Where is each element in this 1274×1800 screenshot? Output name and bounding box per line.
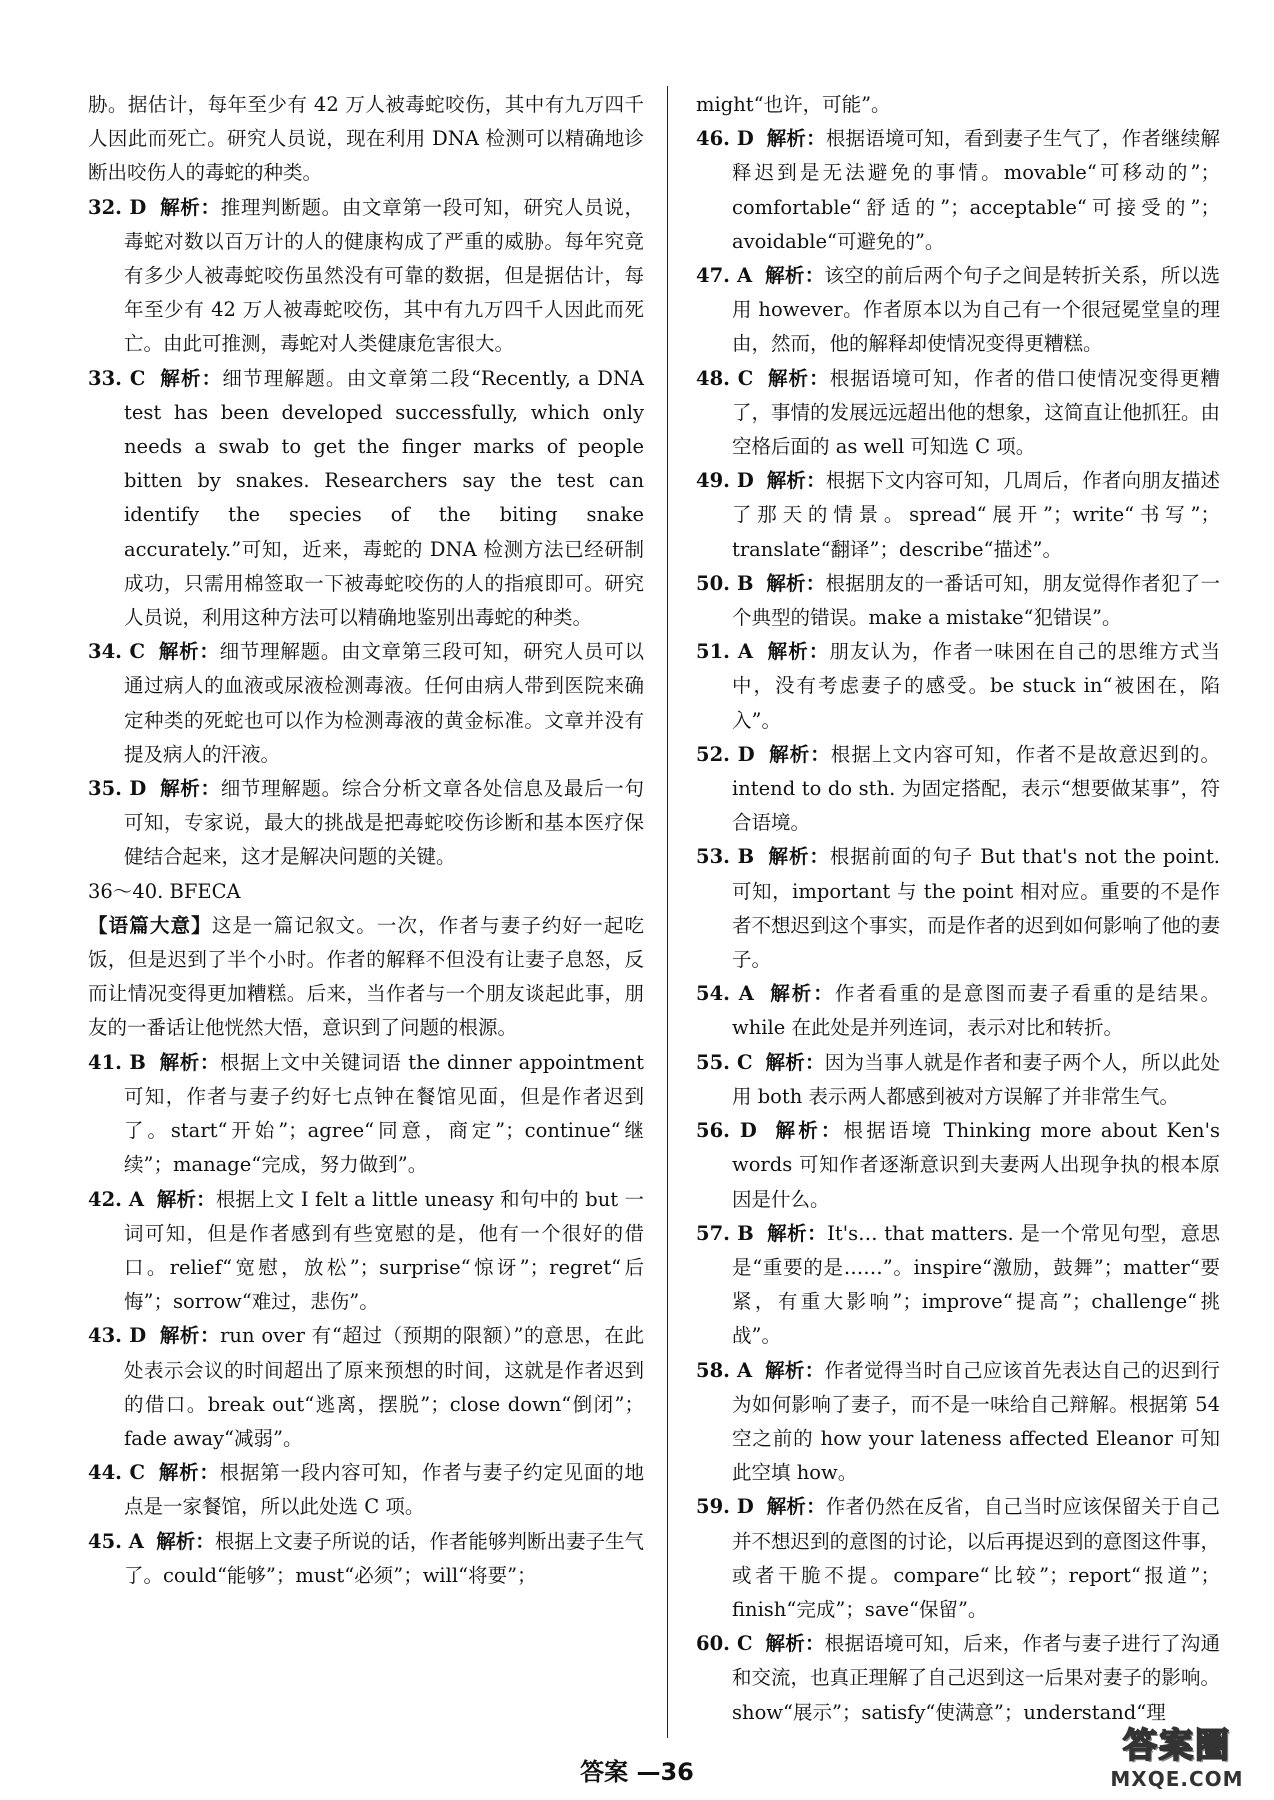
watermark-logo <box>1092 1712 1262 1796</box>
analysis-label: 解析： <box>766 1495 826 1519</box>
answer-item <box>696 1046 1220 1114</box>
question-number: 50. B <box>696 571 754 595</box>
analysis-text: 根据语境可知，后来，作者与妻子进行了沟通和交流，也真正理解了自己迟到这一后果对妻子的影响。show“展示”；satisfy“使满意”；understand“理 <box>732 1632 1220 1724</box>
analysis-text: 根据语境可知，作者的借口使情况变得更糟了，事情的发展远远超出他的想象，这简直让他抓狂。由空格后面的 as well 可知选 C 项。 <box>732 366 1220 459</box>
analysis-text: 根据上文中关键词语 the dinner appointment 可知，作者与妻子约好七点钟在餐馆见面，但是作者迟到了。start“开始”；agree“同意，商定”；continue“继续”；manage“完成，努力做到”。 <box>124 1050 644 1177</box>
answer-item <box>88 1046 644 1183</box>
paragraph-text: 36～40. BFECA <box>88 879 241 903</box>
analysis-label: 解析： <box>765 1050 825 1074</box>
analysis-text: 细节理解题。由文章第三段可知，研究人员可以通过病人的血液或尿液检测毒液。任何由病人带到医院来确定种类的死蛇也可以作为检测毒液的黄金标准。文章并没有提及病人的汗液。 <box>124 640 644 766</box>
analysis-text: 根据朋友的一番话可知，朋友觉得作者犯了一个典型的错误。make a mistake“犯错误”。 <box>732 571 1220 630</box>
question-number: 35. D <box>88 777 147 801</box>
analysis-text: 根据上文妻子所说的话，作者能够判断出妻子生气了。could“能够”；must“必须”；will“将要”； <box>124 1529 644 1587</box>
answer-item <box>696 1354 1220 1491</box>
answer-item <box>696 567 1220 635</box>
answer-item <box>696 362 1220 465</box>
analysis-text: 细节理解题。综合分析文章各处信息及最后一句可知，专家说，最大的挑战是把毒蛇咬伤诊断和基本医疗保健结合起来，这才是解决问题的关键。 <box>124 777 644 869</box>
analysis-label: 解析： <box>765 264 825 288</box>
analysis-label: 解析： <box>767 366 830 390</box>
analysis-label: 解析： <box>156 1187 216 1211</box>
question-number: 32. D <box>88 195 147 219</box>
answer-item <box>696 464 1220 567</box>
analysis-label: 解析： <box>767 1221 828 1245</box>
question-number: 53. B <box>696 845 755 869</box>
answer-item <box>696 259 1220 362</box>
analysis-text: 根据上文内容可知，作者不是故意迟到的。intend to do sth. 为固定搭配，表示“想要做某事”，符合语境。 <box>732 742 1220 835</box>
analysis-text: It's… that matters. 是一个常见句型，意思是“重要的是……”。inspire“激励，鼓舞”；matter“要紧，有重大影响”；improve“提高”；challenge“挑战”。 <box>732 1221 1220 1348</box>
question-number: 56. D <box>696 1119 757 1143</box>
analysis-label: 解析： <box>158 1461 220 1485</box>
analysis-text: 因为当事人就是作者和妻子两个人，所以此处用 both 表示两人都感到被对方误解了并非常生气。 <box>732 1050 1220 1108</box>
answer-item <box>696 122 1220 259</box>
paragraph-text: 这是一篇记叙文。一次，作者与妻子约好一起吃饭，但是迟到了半个小时。作者的解释不但没有让妻子息怒，反而让情况变得更加糟糕。后来，当作者与一个朋友谈起此事，朋友的一番话让他恍然大悟，意识到了问题的根源。 <box>88 913 644 1040</box>
analysis-label: 解析： <box>159 1050 221 1074</box>
analysis-label: 解析： <box>765 1358 825 1382</box>
analysis-text: 根据上文 I felt a little uneasy 和句中的 but 一词可知，但是作者感到有些宽慰的是，他有一个很好的借口。relief“宽慰，放松”；surprise“惊讶”；regret“后悔”；sorrow“难过，悲伤”。 <box>124 1187 644 1314</box>
watermark-logo-url: MXQE.COM <box>1110 1766 1244 1791</box>
answer-item <box>88 1456 644 1524</box>
answer-item <box>696 1490 1220 1627</box>
question-number: 33. C <box>88 366 146 390</box>
answer-item <box>88 1319 644 1456</box>
answer-item <box>88 362 644 636</box>
analysis-text: 根据第一段内容可知，作者与妻子约定见面的地点是一家餐馆，所以此处选 C 项。 <box>124 1461 644 1519</box>
paragraph <box>696 88 1220 122</box>
page-number: 答案 —36 <box>580 1758 694 1786</box>
analysis-text: 推理判断题。由文章第一段可知，研究人员说，毒蛇对数以百万计的人的健康构成了严重的威胁。每年究竟有多少人被毒蛇咬伤虽然没有可靠的数据，但是据估计，每年至少有 42 万人被毒蛇咬伤，其中有九万四千人因此而死亡。由此可推测，毒蛇对人类健康危害很大。 <box>124 195 644 356</box>
analysis-label: 解析： <box>158 640 220 664</box>
paragraph <box>88 909 644 1046</box>
analysis-text: 作者觉得当时自己应该首先表达自己的迟到行为如何影响了妻子，而不是一味给自己辩解。根据第 54 空之前的 how your lateness affected Eleanor 可知此空填 how。 <box>732 1358 1220 1485</box>
analysis-label: 解析： <box>160 777 221 801</box>
answer-item <box>88 772 644 875</box>
analysis-text: 细节理解题。由文章第二段“Recently, a DNA test has been developed successfully, which only needs a swab to get the finger marks of people bitten by snakes. Researchers say the test can identify the species of the biting snake accurately.”可知，近来，毒蛇的 DNA 检测方法已经研制成功，只需用棉签取一下被毒蛇咬伤的人的指痕即可。研究人员说，利用这种方法可以精确地鉴别出毒蛇的种类。 <box>124 366 644 630</box>
analysis-label: 解析： <box>768 845 830 869</box>
question-number: 41. B <box>88 1050 146 1074</box>
question-number: 58. A <box>696 1358 753 1382</box>
answer-item <box>696 1217 1220 1354</box>
question-number: 59. D <box>696 1495 754 1519</box>
analysis-label: 解析： <box>156 1529 215 1553</box>
question-number: 47. A <box>696 264 753 288</box>
watermark-logo-text: 答案圈 <box>1123 1725 1231 1766</box>
answer-item <box>696 738 1220 841</box>
question-number: 45. A <box>88 1529 144 1553</box>
answer-item <box>696 840 1220 977</box>
analysis-label: 解析： <box>767 640 830 664</box>
analysis-label: 解析： <box>766 571 826 595</box>
analysis-label: 解析： <box>766 469 826 493</box>
answer-item <box>88 1183 644 1320</box>
paragraph-text: might“也许，可能”。 <box>696 93 891 116</box>
analysis-label: 解析： <box>769 742 831 766</box>
question-number: 49. D <box>696 469 754 493</box>
analysis-label: 解析： <box>160 366 223 390</box>
question-number: 46. D <box>696 127 754 151</box>
analysis-label: 解析： <box>766 127 826 151</box>
analysis-label: 解析： <box>159 1324 221 1348</box>
answer-item <box>696 977 1220 1045</box>
analysis-text: 根据前面的句子 But that's not the point. 可知，important 与 the point 相对应。重要的不是作者不想迟到这个事实，而是作者的迟到如何影响了他的妻子。 <box>732 845 1220 972</box>
question-number: 34. C <box>88 640 145 664</box>
analysis-text: 作者仍然在反省，自己当时应该保留关于自己并不想迟到的意图的讨论，以后再提迟到的意图这件事，或者干脆不提。compare“比较”；report“报道”；finish“完成”；save“保留”。 <box>732 1495 1220 1621</box>
right-column <box>696 88 1220 1730</box>
analysis-text: 该空的前后两个句子之间是转折关系，所以选用 however。作者原本以为自己有一个很冠冕堂皇的理由，然而，他的解释却使情况变得更糟糕。 <box>732 264 1220 356</box>
question-number: 57. B <box>696 1221 754 1245</box>
question-number: 43. D <box>88 1324 147 1348</box>
analysis-text: 作者看重的是意图而妻子看重的是结果。while 在此处是并列连词，表示对比和转折。 <box>732 982 1220 1040</box>
section-label: 【语篇大意】 <box>88 913 212 937</box>
analysis-text: 朋友认为，作者一味困在自己的思维方式当中，没有考虑妻子的感受。be stuck in“被困在，陷入”。 <box>732 640 1220 732</box>
left-column <box>88 88 644 1593</box>
answer-item <box>88 635 644 772</box>
paragraph-text: 胁。据估计，每年至少有 42 万人被毒蛇咬伤，其中有九万四千人因此而死亡。研究人员说，现在利用 DNA 检测可以精确地诊断出咬伤人的毒蛇的种类。 <box>88 93 644 185</box>
analysis-label: 解析： <box>770 982 835 1006</box>
analysis-label: 解析： <box>160 195 221 219</box>
question-number: 60. C <box>696 1632 753 1656</box>
question-number: 55. C <box>696 1050 753 1074</box>
paragraph <box>88 88 644 191</box>
answer-item <box>696 1114 1220 1217</box>
question-number: 51. A <box>696 640 753 664</box>
analysis-text: 根据下文内容可知，几周后，作者向朋友描述了那天的情景。spread“展开”；write“书写”；translate“翻译”；describe“描述”。 <box>732 469 1220 561</box>
paragraph <box>88 875 644 909</box>
analysis-text: 根据语境 Thinking more about Ken's words 可知作者逐渐意识到夫妻两人出现争执的根本原因是什么。 <box>732 1119 1220 1211</box>
question-number: 44. C <box>88 1461 145 1485</box>
question-number: 42. A <box>88 1187 145 1211</box>
question-number: 54. A <box>696 982 754 1006</box>
analysis-label: 解析： <box>775 1119 844 1143</box>
question-number: 48. C <box>696 366 754 390</box>
analysis-text: run over 有“超过（预期的限额）”的意思，在此处表示会议的时间超出了原来预想的时间，这就是作者迟到的借口。break out“逃离，摆脱”；close down“倒闭”；fade away“减弱”。 <box>124 1324 644 1450</box>
analysis-text: 根据语境可知，看到妻子生气了，作者继续解释迟到是无法避免的事情。movable“可移动的”；comfortable“舒适的”；acceptable“可接受的”；avoidable“可避免的”。 <box>732 127 1220 253</box>
question-number: 52. D <box>696 742 755 766</box>
answer-item <box>88 1525 644 1593</box>
answer-item <box>696 635 1220 738</box>
answer-item <box>88 191 644 362</box>
column-divider <box>667 86 668 1738</box>
analysis-label: 解析： <box>765 1632 825 1656</box>
